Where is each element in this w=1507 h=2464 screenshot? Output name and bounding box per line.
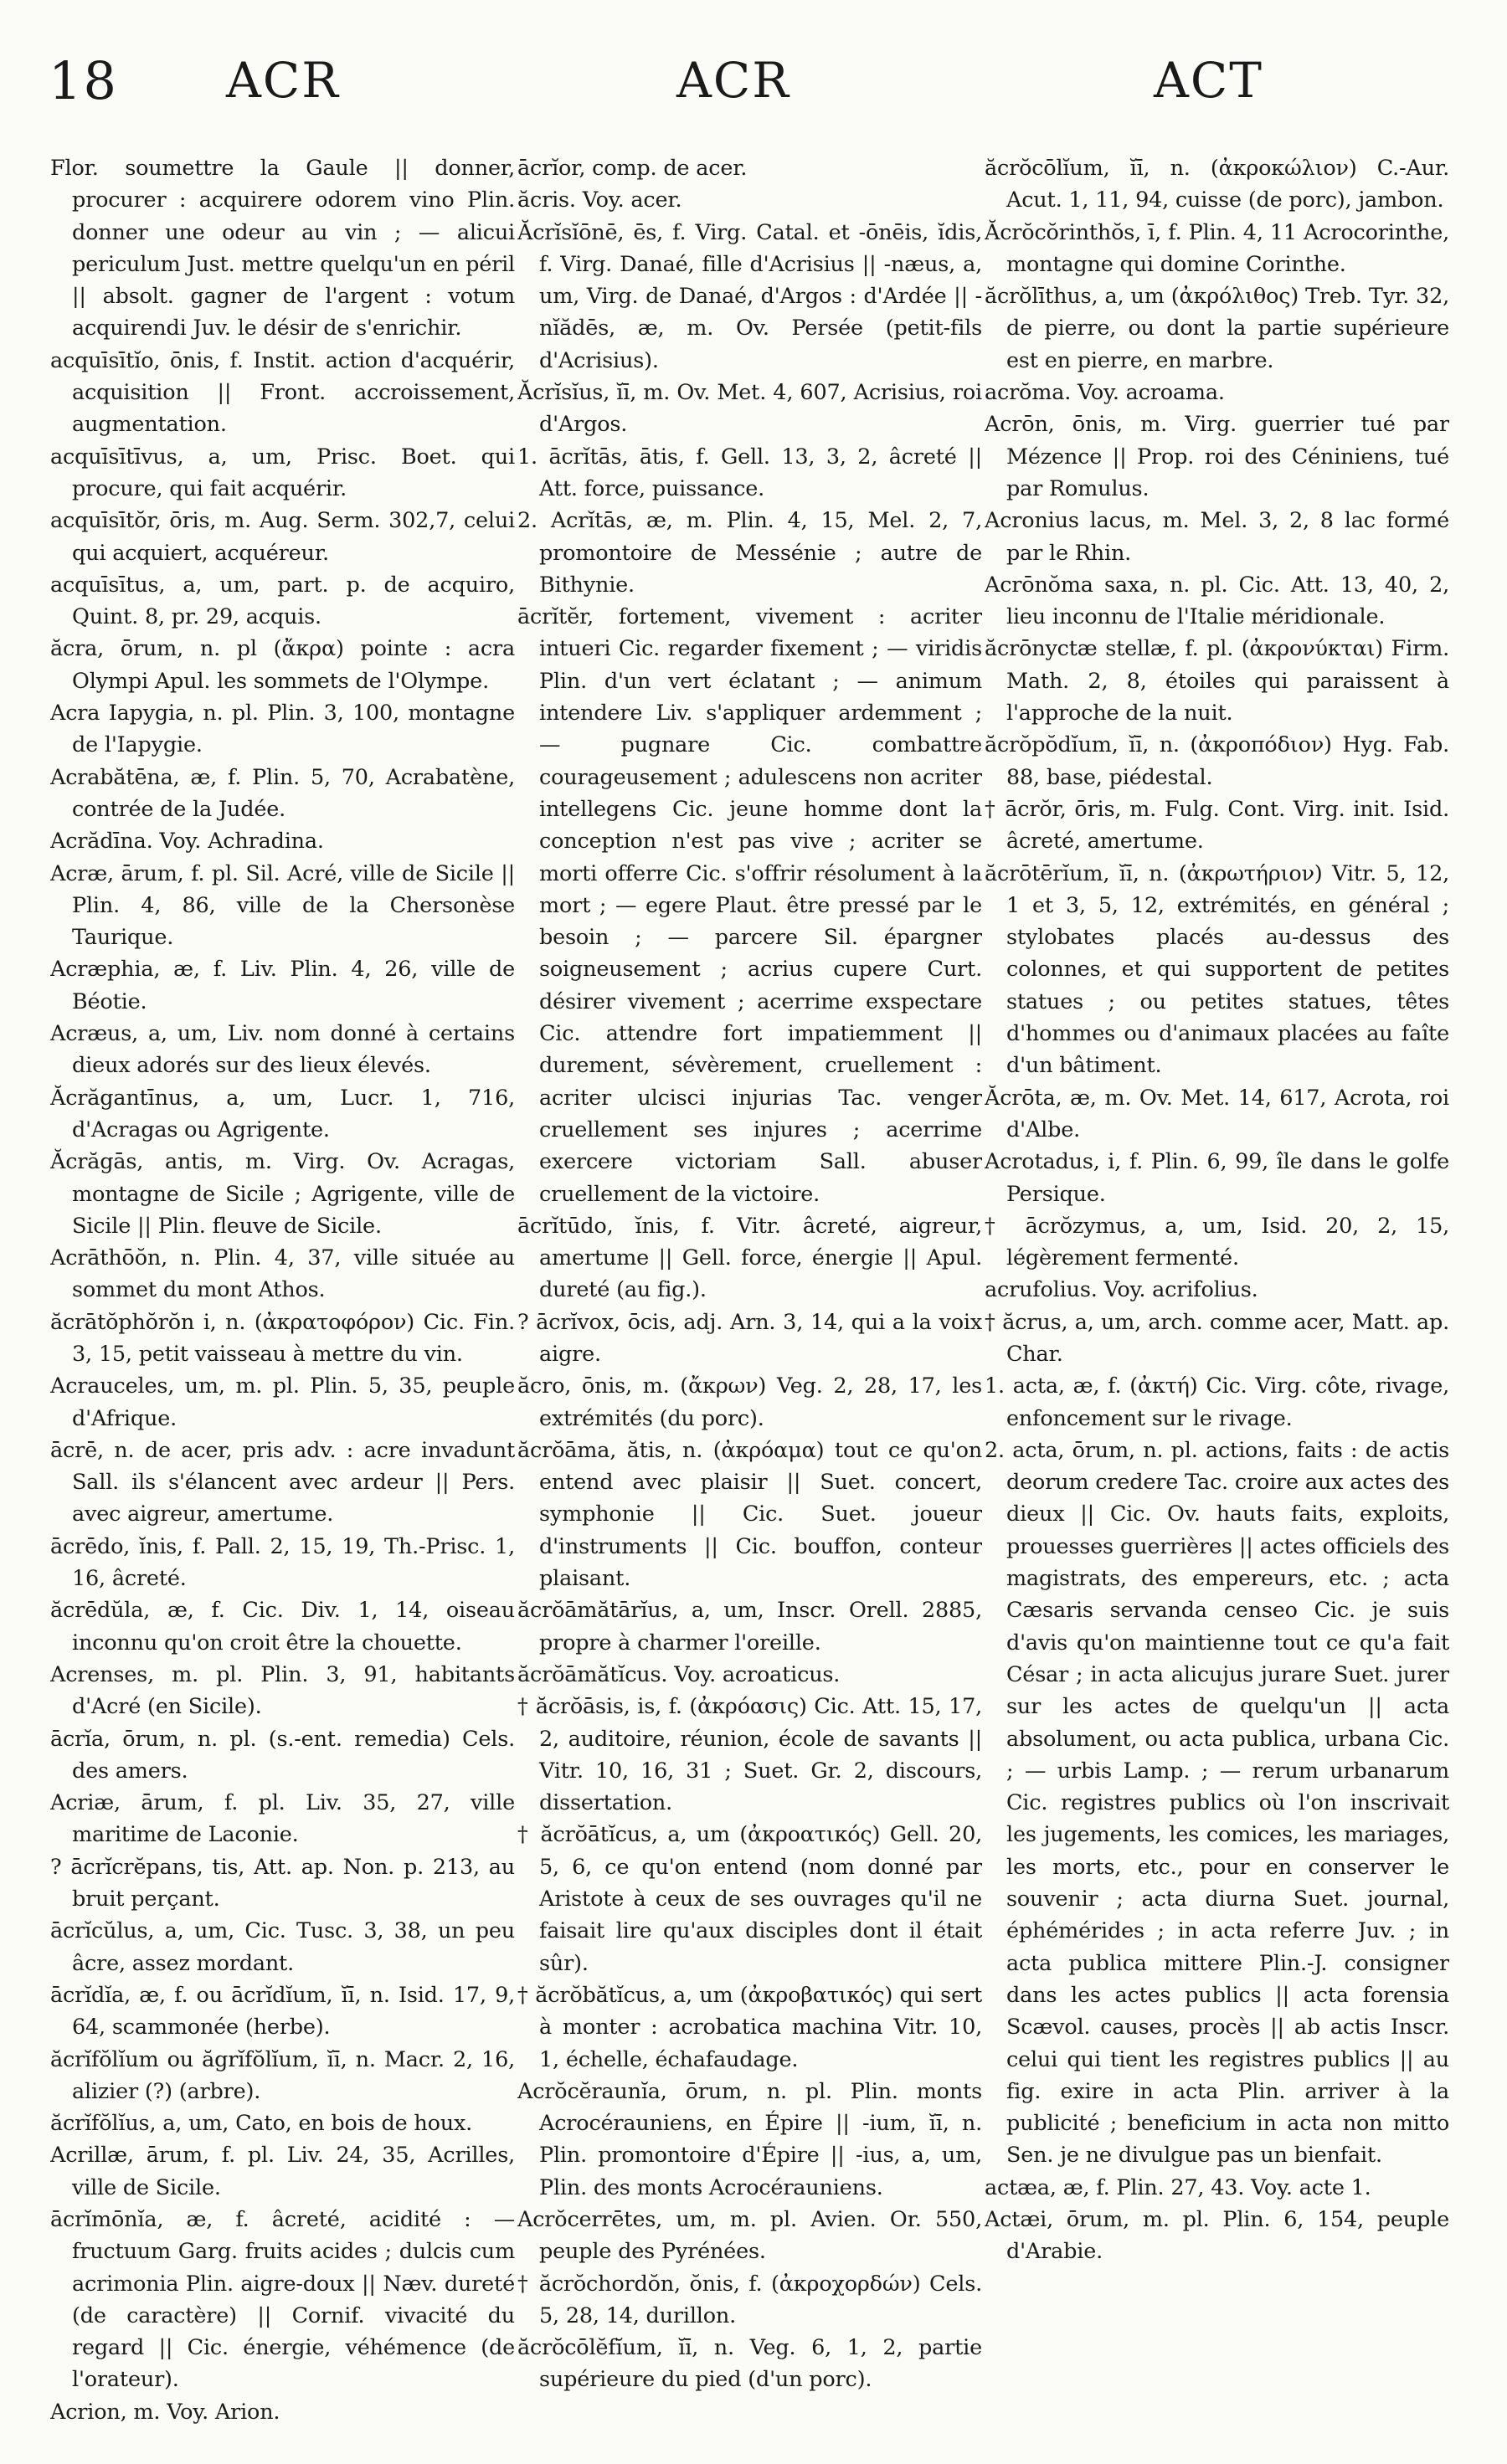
dictionary-entry: Acrōn, ōnis, m. Virg. guerrier tué par Mézence || Prop. roi des Céniniens, tué par Romulus. bbox=[985, 412, 1449, 501]
dictionary-entry: † ăcrŏchordŏn, ŏnis, f. (ἀκροχορδών) Cels. 5, 28, 14, durillon. bbox=[517, 2271, 982, 2328]
center-running-head: ACR bbox=[676, 52, 790, 109]
dictionary-entry: Acrillæ, ārum, f. pl. Liv. 24, 35, Acrilles, ville de Sicile. bbox=[50, 2143, 515, 2200]
dictionary-entry: Ăcrăgās, antis, m. Virg. Ov. Acragas, montagne de Sicile ; Agrigente, ville de Sicile || Plin. fleuve de Sicile. bbox=[50, 1149, 515, 1239]
dictionary-entry: ? ācrĭcrĕpans, tis, Att. ap. Non. p. 213, au bruit perçant. bbox=[50, 1854, 515, 1912]
dictionary-entry: † ăcrŏāsis, is, f. (ἀκρόασις) Cic. Att. 15, 17, 2, auditoire, réunion, école de savants || Vitr. 10, 16, 31 ; Suet. Gr. 2, discours, dissertation. bbox=[517, 1694, 982, 1816]
dictionary-entry: ăcrŏāma, ătis, n. (ἀκρόαμα) tout ce qu'on entend avec plaisir || Suet. concert, symphonie || Cic. Suet. joueur d'instruments || Cic. bouffon, conteur plaisant. bbox=[517, 1437, 982, 1592]
dictionary-entry: ăcrŏcōlĕfĭum, ĭī, n. Veg. 6, 1, 2, partie supérieure du pied (d'un porc). bbox=[517, 2335, 982, 2393]
dictionary-entry: ācrĭor, comp. de acer. bbox=[517, 156, 748, 181]
dictionary-entry: Actæi, ōrum, m. pl. Plin. 6, 154, peuple d'Arabie. bbox=[985, 2207, 1449, 2265]
dictionary-entry: † ăcrŏātĭcus, a, um (ἀκροατικός) Gell. 20, 5, 6, ce qu'on entend (nom donné par Aristote à ceux de ses ouvrages qu'il ne faisait lire qu'aux disciples dont il était sûr). bbox=[517, 1822, 982, 1976]
dictionary-entry: Acræphia, æ, f. Liv. Plin. 4, 26, ville de Béotie. bbox=[50, 957, 515, 1014]
dictionary-entry: Flor. soumettre la Gaule || donner, procurer : acquirere odorem vino Plin. donner une odeur au vin ; — alicui periculum Just. mettre quelqu'un en péril || absolt. gagner de l'argent : votum acquirendi Juv. le désir de s'enrichir. bbox=[50, 156, 515, 341]
dictionary-entry: † ăcrus, a, um, arch. comme acer, Matt. ap. Char. bbox=[985, 1309, 1449, 1367]
dictionary-entry: Acriæ, ārum, f. pl. Liv. 35, 27, ville maritime de Laconie. bbox=[50, 1790, 515, 1848]
dictionary-entry: ācrĭtĕr, fortement, vivement : acriter intueri Cic. regarder fixement ; — viridis Plin. d'un vert éclatant ; — animum intendere Liv. s'appliquer ardemment ; — pugnare Cic. combattre courageusement ; adulescens non acriter intellegens Cic. jeune homme dont la conception n'est pas vive ; acriter se morti offerre Cic. s'offrir résolument à la mort ; — egere Plaut. être pressé par le besoin ; — parcere Sil. épargner soigneusement ; acrius cupere Curt. désirer vivement ; acerrime exspectare Cic. attendre fort impatiemment || durement, sévèrement, cruellement : acriter ulcisci injurias Tac. venger cruellement ses injures ; acerrime exercere victoriam Sall. abuser cruellement de la victoire. bbox=[517, 604, 982, 1207]
dictionary-entry: ācrĭdĭa, æ, f. ou ācrĭdĭum, ĭī, n. Isid. 17, 9, 64, scammonée (herbe). bbox=[50, 1982, 515, 2041]
dictionary-entry: Acrōnŏma saxa, n. pl. Cic. Att. 13, 40, 2, lieu inconnu de l'Italie méridionale. bbox=[985, 572, 1449, 630]
dictionary-entry: ăcrĭfŏlĭus, a, um, Cato, en bois de houx. bbox=[50, 2111, 473, 2137]
dictionary-entry: acquīsītĭo, ōnis, f. Instit. action d'acquérir, acquisition || Front. accroissement, augmentation. bbox=[50, 347, 515, 438]
dictionary-entry: ăcris. Voy. acer. bbox=[517, 187, 682, 213]
dictionary-entry: Acræ, ārum, f. pl. Sil. Acré, ville de Sicile || Plin. 4, 86, ville de la Chersonèse Taurique. bbox=[50, 860, 515, 951]
dictionary-entry: Ăcrĭsĭus, ĭī, m. Ov. Met. 4, 607, Acrisius, roi d'Argos. bbox=[517, 380, 982, 438]
dictionary-entry: Ăcrĭsĭōnē, ēs, f. Virg. Catal. et -ōnēis, ĭdis, f. Virg. Danaé, fille d'Acrisius || -næus, a, um, Virg. de Danaé, d'Argos : d'Ardée || -nĭădēs, æ, m. Ov. Persée (petit-fils d'Acrisius). bbox=[517, 219, 982, 373]
dictionary-entry: acquīsītŏr, ōris, m. Aug. Serm. 302,7, celui qui acquiert, acquéreur. bbox=[50, 508, 515, 566]
dictionary-entry: 2. Acrĭtās, æ, m. Plin. 4, 15, Mel. 2, 7, promontoire de Messénie ; autre de Bithynie. bbox=[517, 508, 982, 598]
dictionary-entry: Acræus, a, um, Liv. nom donné à certains dieux adorés sur des lieux élevés. bbox=[50, 1021, 515, 1079]
dictionary-entry: Acrotadus, i, f. Plin. 6, 99, île dans le golfe Persique. bbox=[985, 1149, 1449, 1207]
dictionary-entry: Acrāthōŏn, n. Plin. 4, 37, ville située au sommet du mont Athos. bbox=[50, 1245, 515, 1303]
dictionary-entry: † ăcrŏbătĭcus, a, um (ἀκροβατικός) qui sert à monter : acrobatica machina Vitr. 10, 1, échelle, échafaudage. bbox=[517, 1982, 982, 2072]
dictionary-entry: Acrŏcĕraunĭa, ōrum, n. pl. Plin. monts Acrocérauniens, en Épire || -ium, ĭī, n. Plin. promontoire d'Épire || -ius, a, um, Plin. des monts Acrocérauniens. bbox=[517, 2078, 982, 2200]
dictionary-entry: ăcrēdŭla, æ, f. Cic. Div. 1, 14, oiseau inconnu qu'on croit être la chouette. bbox=[50, 1598, 515, 1656]
dictionary-entry: ăcrŏlīthus, a, um (ἀκρόλιθος) Treb. Tyr. 32, de pierre, ou dont la partie supérieure est en pierre, en marbre. bbox=[985, 284, 1449, 373]
dictionary-entry: ăcrĭfŏlĭum ou ăgrĭfŏlĭum, ĭī, n. Macr. 2, 16, alizier (?) (arbre). bbox=[50, 2046, 515, 2104]
dictionary-entry: ācrē, n. de acer, pris adv. : acre invadunt Sall. ils s'élancent avec ardeur || Pers. avec aigreur, amertume. bbox=[50, 1437, 515, 1527]
dictionary-entry: 1. ācrĭtās, ātis, f. Gell. 13, 3, 2, âcreté || Att. force, puissance. bbox=[517, 444, 982, 501]
dictionary-entry: Acrenses, m. pl. Plin. 3, 91, habitants d'Acré (en Sicile). bbox=[50, 1661, 515, 1720]
dictionary-entry: Acrŏcerrētes, um, m. pl. Avien. Or. 550, peuple des Pyrénées. bbox=[517, 2207, 982, 2265]
dictionary-entry: ăcrōtērĭum, ĭī, n. (ἀκρωτήριον) Vitr. 5, 12, 1 et 3, 5, 12, extrémités, en général ; stylobates placés au-dessus des colonnes, et qui supportent de petites statues ; ou petites statues, têtes d'hommes ou d'animaux placées au faîte d'un bâtiment. bbox=[985, 860, 1449, 1079]
column-right bbox=[985, 152, 1449, 2446]
dictionary-entry: ācrĭmōnĭa, æ, f. âcreté, acidité : — fructuum Garg. fruits acides ; dulcis cum acrimonia Plin. aigre-doux || Næv. dureté (de caractère) || Cornif. vivacité du regard || Cic. énergie, véhémence (de l'orateur). bbox=[50, 2207, 515, 2393]
dictionary-entry: 1. acta, æ, f. (ἀκτή) Cic. Virg. côte, rivage, enfoncement sur le rivage. bbox=[985, 1373, 1449, 1431]
running-header bbox=[0, 0, 1507, 151]
dictionary-entry: Acrabătēna, æ, f. Plin. 5, 70, Acrabatène, contrée de la Judée. bbox=[50, 764, 515, 822]
dictionary-entry: Acra Iapygia, n. pl. Plin. 3, 100, montagne de l'Iapygie. bbox=[50, 701, 515, 758]
dictionary-entry: Acrion, m. Voy. Arion. bbox=[50, 2399, 280, 2425]
dictionary-entry: 2. acta, ōrum, n. pl. actions, faits : de actis deorum credere Tac. croire aux actes des dieux || Cic. Ov. hauts faits, exploits, prouesses guerrières || actes officiels des magistrats, des empereurs, etc. ; acta Cæsaris servanda censeo Cic. je suis d'avis qu'on maintienne tout ce qu'a fait César ; in acta alicujus jurare Suet. jurer sur les actes de quelqu'un || acta absolument, ou acta publica, urbana Cic. ; — urbis Lamp. ; — rerum urbanarum Cic. registres publics où l'on inscrivait les jugements, les comices, les mariages, les morts, etc., pour en conserver le souvenir ; acta diurna Suet. journal, éphémérides ; in acta referre Juv. ; in acta publica mittere Plin.-J. consigner dans les actes publics || acta forensia Scævol. causes, procès || ab actis Inscr. celui qui tient les registres publics || au fig. exire in acta Plin. arriver à la publicité ; beneficium in acta non mitto Sen. je ne divulgue pas un bienfait. bbox=[985, 1437, 1449, 2169]
page-number: 18 bbox=[49, 50, 118, 111]
dictionary-entry: Ăcrŏcŏrinthŏs, ī, f. Plin. 4, 11 Acrocorinthe, montagne qui domine Corinthe. bbox=[985, 219, 1449, 277]
dictionary-entry: Ăcrăgantīnus, a, um, Lucr. 1, 716, d'Acragas ou Agrigente. bbox=[50, 1085, 515, 1142]
dictionary-entry: ācrēdo, ĭnis, f. Pall. 2, 15, 19, Th.-Prisc. 1, 16, âcreté. bbox=[50, 1533, 515, 1592]
dictionary-entry: ăcrōnyctæ stellæ, f. pl. (ἀκρονύκται) Firm. Math. 2, 8, étoiles qui paraissent à l'approche de la nuit. bbox=[985, 636, 1449, 726]
dictionary-entry: ăcrŏāmătārĭus, a, um, Inscr. Orell. 2885, propre à charmer l'oreille. bbox=[517, 1598, 982, 1656]
column-middle bbox=[517, 152, 982, 2446]
dictionary-entry: Acrauceles, um, m. pl. Plin. 5, 35, peuple d'Afrique. bbox=[50, 1373, 515, 1431]
dictionary-entry: ācrĭtūdo, ĭnis, f. Vitr. âcreté, aigreur, amertume || Gell. force, énergie || Apul. dureté (au fig.). bbox=[517, 1213, 982, 1303]
dictionary-entry: † ācrŏzymus, a, um, Isid. 20, 2, 15, légèrement fermenté. bbox=[985, 1213, 1449, 1271]
right-running-head: ACT bbox=[1154, 52, 1263, 109]
dictionary-entry: acrŏma. Voy. acroama. bbox=[985, 380, 1225, 406]
dictionary-entry: ăcrŏpŏdĭum, ĭī, n. (ἀκροπόδιον) Hyg. Fab. 88, base, piédestal. bbox=[985, 732, 1449, 790]
dictionary-entry: ăcrŏāmătĭcus. Voy. acroaticus. bbox=[517, 1661, 841, 1687]
left-running-head: ACR bbox=[226, 52, 340, 109]
dictionary-entry: ācrĭa, ōrum, n. pl. (s.-ent. remedia) Cels. des amers. bbox=[50, 1726, 515, 1784]
dictionary-entry: † ācrŏr, ōris, m. Fulg. Cont. Virg. init. Isid. âcreté, amertume. bbox=[985, 796, 1449, 855]
dictionary-entry: acrufolius. Voy. acrifolius. bbox=[985, 1277, 1258, 1303]
dictionary-entry: ăcra, ōrum, n. pl (ἄκρα) pointe : acra Olympi Apul. les sommets de l'Olympe. bbox=[50, 636, 515, 694]
dictionary-entry: ăcro, ōnis, m. (ἄκρων) Veg. 2, 28, 17, les extrémités (du porc). bbox=[517, 1373, 982, 1431]
dictionary-entry: Acrădīna. Voy. Achradina. bbox=[50, 829, 324, 855]
dictionary-entry: ăcrātŏphŏrŏn i, n. (ἀκρατοφόρον) Cic. Fin. 3, 15, petit vaisseau à mettre du vin. bbox=[50, 1309, 515, 1367]
dictionary-entry: acquīsītīvus, a, um, Prisc. Boet. qui procure, qui fait acquérir. bbox=[50, 444, 515, 501]
dictionary-entry: acquīsītus, a, um, part. p. de acquiro, Quint. 8, pr. 29, acquis. bbox=[50, 572, 515, 630]
dictionary-entry: Acronius lacus, m. Mel. 3, 2, 8 lac formé par le Rhin. bbox=[985, 508, 1449, 566]
dictionary-entry: ? ācrĭvox, ōcis, adj. Arn. 3, 14, qui a la voix aigre. bbox=[517, 1309, 982, 1367]
dictionary-entry: ācrĭcŭlus, a, um, Cic. Tusc. 3, 38, un peu âcre, assez mordant. bbox=[50, 1918, 515, 1976]
dictionary-entry: Ăcrōta, æ, m. Ov. Met. 14, 617, Acrota, roi d'Albe. bbox=[985, 1085, 1449, 1142]
dictionary-entry: ăcrŏcōlĭum, ĭī, n. (ἀκροκώλιον) C.-Aur. Acut. 1, 11, 94, cuisse (de porc), jambon. bbox=[985, 156, 1449, 213]
dictionary-entry: actæa, æ, f. Plin. 27, 43. Voy. acte 1. bbox=[985, 2174, 1371, 2200]
column-left bbox=[50, 152, 515, 2446]
